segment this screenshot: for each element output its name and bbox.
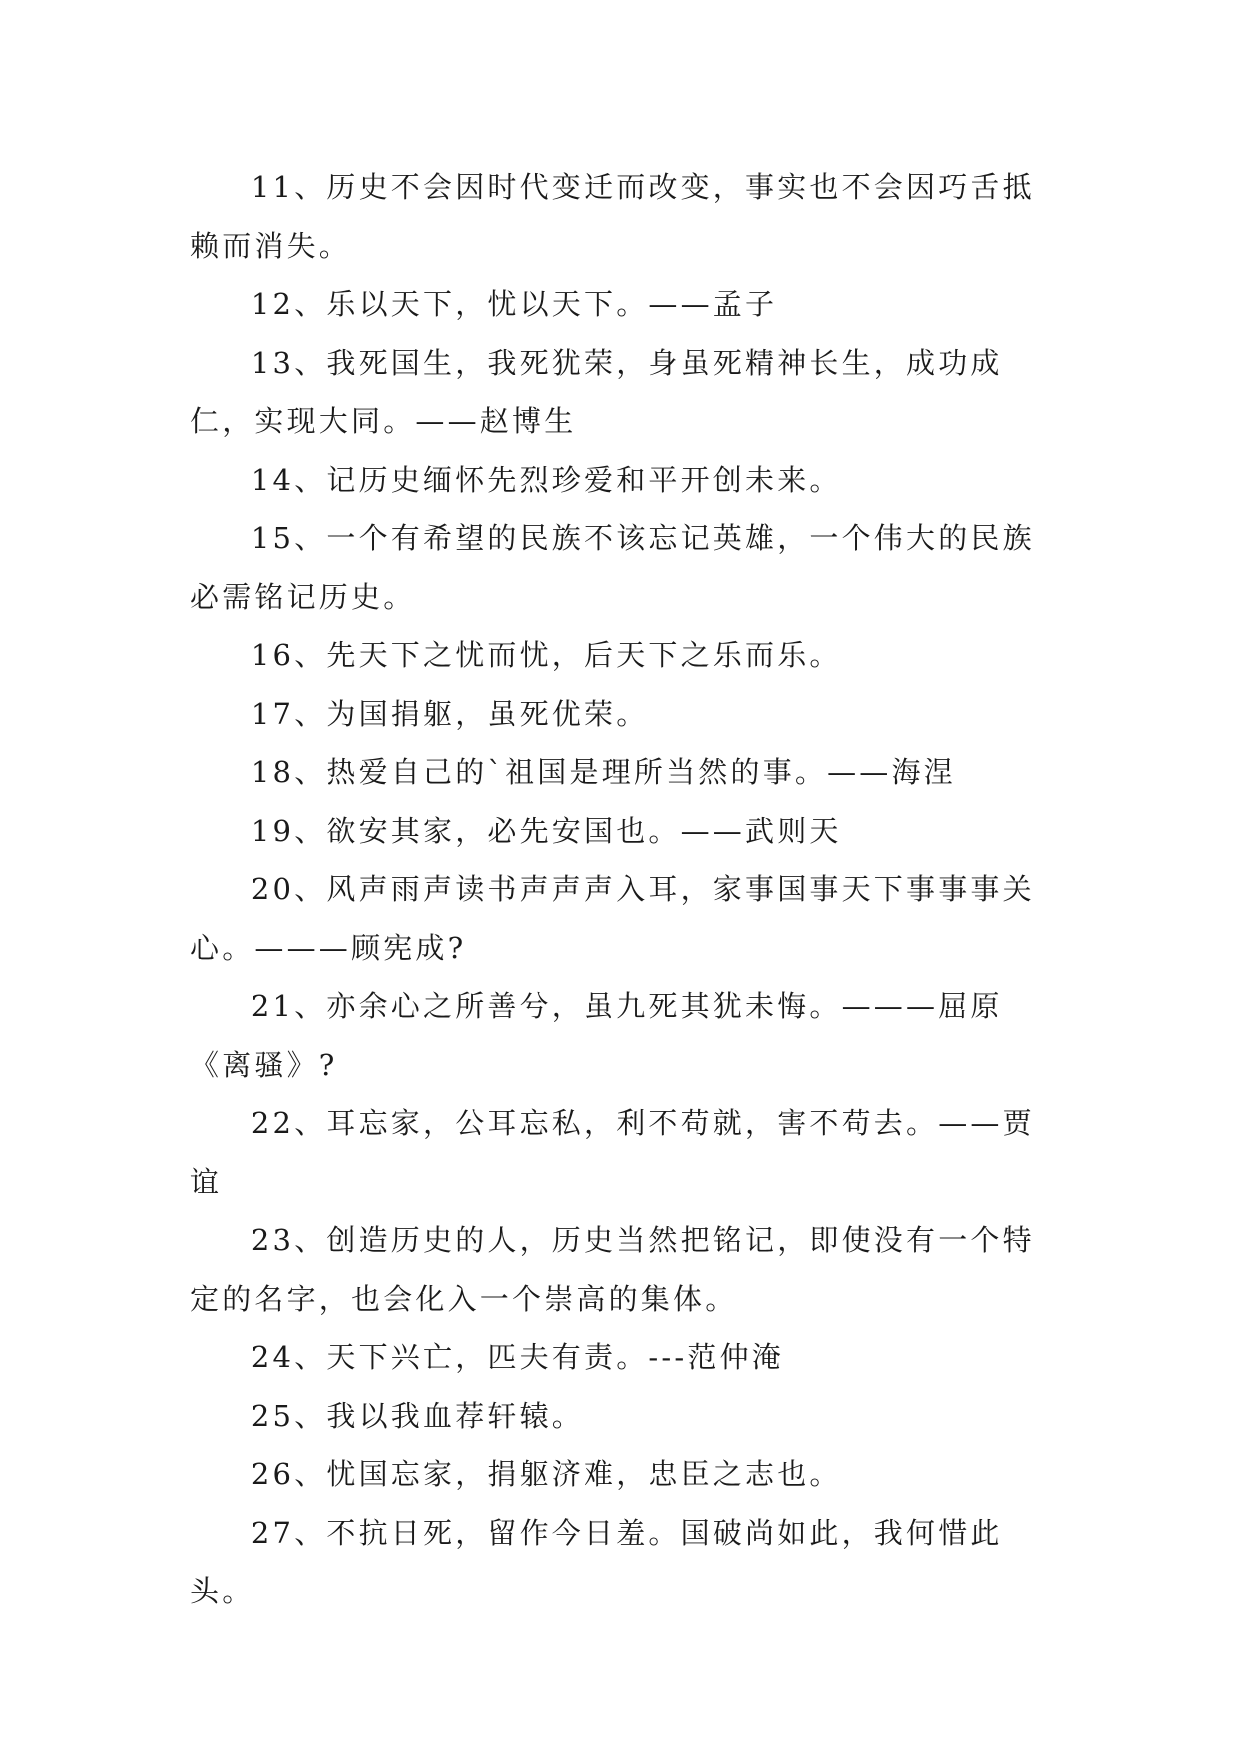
quote-paragraph-27: 27、不抗日死，留作今日羞。国破尚如此，我何惜此头。 — [190, 1515, 1003, 1608]
quote-paragraph-16: 16、先天下之忧而忧，后天下之乐而乐。 — [250, 638, 842, 672]
quote-paragraph-13: 13、我死国生，我死犹荣，身虽死精神长生，成功成仁，实现大同。——赵博生 — [190, 345, 1003, 438]
quote-paragraph-20: 20、风声雨声读书声声声入耳，家事国事天下事事事关心。———顾宪成? — [190, 872, 1035, 965]
quote-paragraph-19: 19、欲安其家，必先安国也。——武则天 — [250, 813, 842, 848]
quote-paragraph-26: 26、忧国忘家，捐躯济难，忠臣之志也。 — [250, 1457, 842, 1491]
quote-paragraph-18: 18、热爱自己的`祖国是理所当然的事。——海涅 — [250, 755, 956, 789]
quote-paragraph-25: 25、我以我血荐轩辕。 — [250, 1398, 584, 1433]
quote-paragraph-15: 15、一个有希望的民族不该忘记英雄，一个伟大的民族必需铭记历史。 — [190, 521, 1035, 614]
quote-paragraph-17: 17、为国捐躯，虽死优荣。 — [250, 696, 649, 731]
quote-paragraph-24: 24、天下兴亡，匹夫有责。---范仲淹 — [250, 1340, 784, 1374]
quote-paragraph-23: 23、创造历史的人，历史当然把铭记，即使没有一个特定的名字，也会化入一个崇高的集体。 — [190, 1223, 1035, 1316]
quote-paragraph-21: 21、亦余心之所善兮，虽九死其犹未悔。———屈原《离骚》? — [190, 989, 1003, 1082]
quote-paragraph-22: 22、耳忘家，公耳忘私，利不苟就，害不苟去。——贾谊 — [190, 1106, 1035, 1199]
quote-paragraph-11: 11、历史不会因时代变迁而改变，事实也不会因巧舌抵赖而消失。 — [190, 170, 1035, 263]
quote-paragraph-14: 14、记历史缅怀先烈珍爱和平开创未来。 — [250, 462, 842, 497]
document-body — [190, 158, 1052, 1621]
quote-paragraph-12: 12、乐以天下，忧以天下。——孟子 — [250, 287, 778, 321]
